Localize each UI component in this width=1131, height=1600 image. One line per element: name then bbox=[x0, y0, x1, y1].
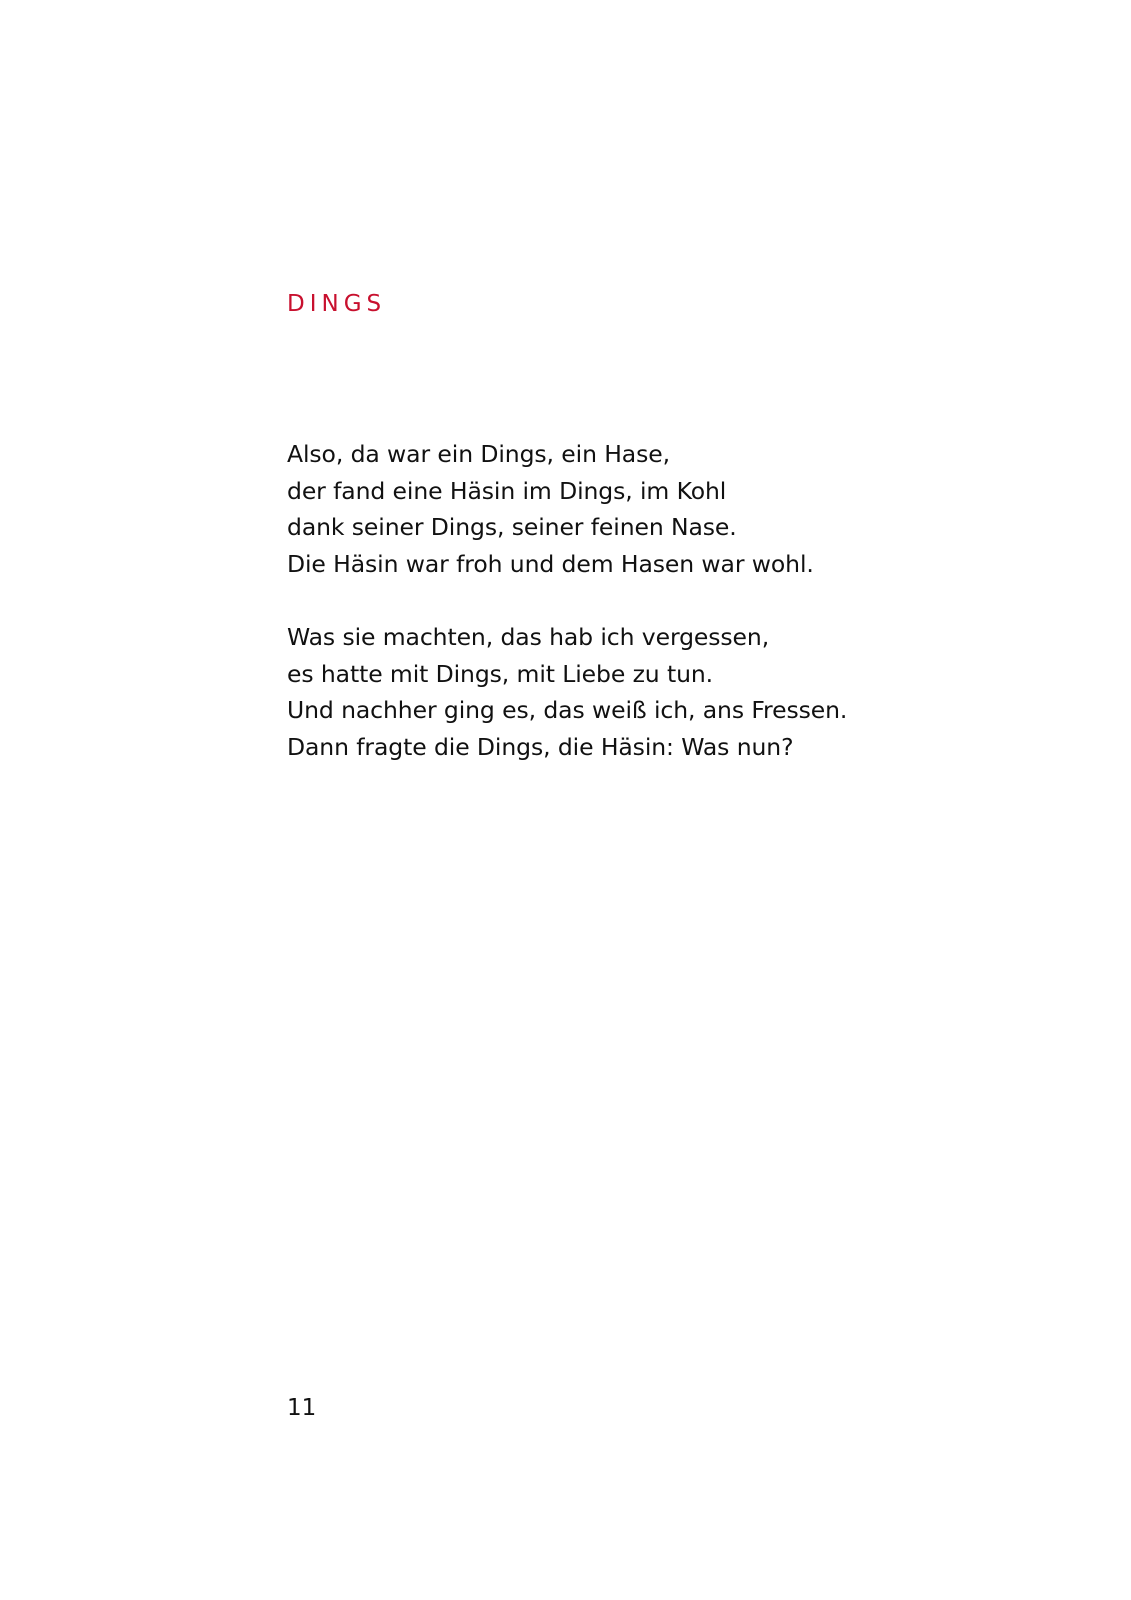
poem-body bbox=[287, 436, 987, 802]
poem-line: Also, da war ein Dings, ein Hase, bbox=[287, 440, 670, 468]
poem-line: dank seiner Dings, seiner feinen Nase. bbox=[287, 513, 737, 541]
stanza-2 bbox=[287, 619, 987, 765]
stanza-1 bbox=[287, 436, 987, 582]
poem-line: Was sie machten, das hab ich vergessen, bbox=[287, 623, 770, 651]
poem-title: DINGS bbox=[287, 291, 387, 317]
page-number: 11 bbox=[287, 1395, 317, 1421]
poem-line: Dann fragte die Dings, die Häsin: Was nun? bbox=[287, 732, 794, 761]
poem-line: es hatte mit Dings, mit Liebe zu tun. bbox=[287, 659, 714, 688]
poem-line: Und nachher ging es, das weiß ich, ans Fressen. bbox=[287, 696, 848, 724]
poem-line: der fand eine Häsin im Dings, im Kohl bbox=[287, 476, 727, 505]
poem-line: Die Häsin war froh und dem Hasen war wohl. bbox=[287, 549, 814, 578]
